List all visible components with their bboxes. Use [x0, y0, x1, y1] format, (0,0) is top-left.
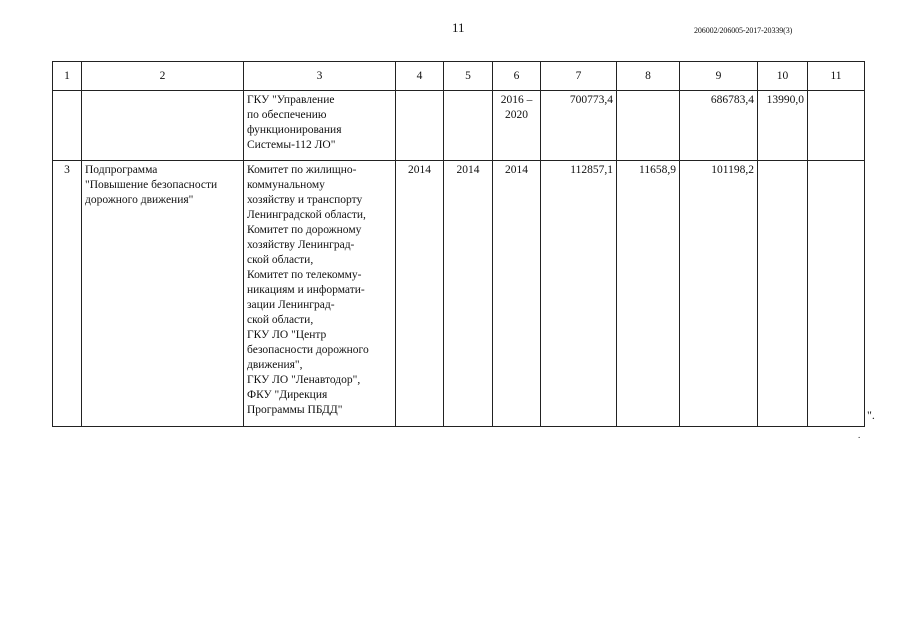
- end-year-cell: 2014: [444, 161, 493, 427]
- header-cell: 10: [758, 62, 808, 91]
- program-table: [52, 61, 865, 427]
- regional-amount-cell: 101198,2: [680, 161, 758, 427]
- header-cell: 1: [53, 62, 82, 91]
- header-cell: 11: [808, 62, 865, 91]
- start-year-cell: [396, 91, 444, 161]
- table-row: [53, 91, 865, 161]
- federal-amount-cell: 11658,9: [617, 161, 680, 427]
- table-row: [53, 161, 865, 427]
- page-number: 11: [452, 20, 465, 35]
- table-header-row: [53, 62, 865, 91]
- row-number-cell: 3: [53, 161, 82, 427]
- regional-amount-cell: 686783,4: [680, 91, 758, 161]
- header-cell: 5: [444, 62, 493, 91]
- document-code: 206002/206005-2017-20339(3): [694, 26, 793, 35]
- period-cell: 2016 – 2020: [493, 91, 541, 161]
- program-name-cell: [82, 91, 244, 161]
- local-amount-cell: [758, 161, 808, 427]
- header-cell: 4: [396, 62, 444, 91]
- header-cell: 2: [82, 62, 244, 91]
- executor-cell: ГКУ "Управление по обеспечению функционирования Системы-112 ЛО": [244, 91, 396, 161]
- header-cell: 6: [493, 62, 541, 91]
- header-cell: 9: [680, 62, 758, 91]
- executor-cell: Комитет по жилищно- коммунальному хозяйству и транспорту Ленинградской области, Комитет по дорожному хозяйству Ленинград- ской области, Комитет по телекомму- никациям и информати- зации Ленинград- ской области, ГКУ ЛО "Центр безопасности дорожного движения", ГКУ ЛО "Ленавтодор", ФКУ "Дирекция Программы ПБДД": [244, 161, 396, 427]
- header-cell: 7: [541, 62, 617, 91]
- end-year-cell: [444, 91, 493, 161]
- header-cell: 8: [617, 62, 680, 91]
- start-year-cell: 2014: [396, 161, 444, 427]
- dot-mark: .: [858, 430, 861, 440]
- federal-amount-cell: [617, 91, 680, 161]
- closing-quote-mark: ".: [867, 408, 875, 422]
- period-cell: 2014: [493, 161, 541, 427]
- other-amount-cell: [808, 91, 865, 161]
- other-amount-cell: [808, 161, 865, 427]
- local-amount-cell: 13990,0: [758, 91, 808, 161]
- header-cell: 3: [244, 62, 396, 91]
- total-amount-cell: 112857,1: [541, 161, 617, 427]
- program-name-cell: Подпрограмма "Повышение безопасности дорожного движения": [82, 161, 244, 427]
- total-amount-cell: 700773,4: [541, 91, 617, 161]
- row-number-cell: [53, 91, 82, 161]
